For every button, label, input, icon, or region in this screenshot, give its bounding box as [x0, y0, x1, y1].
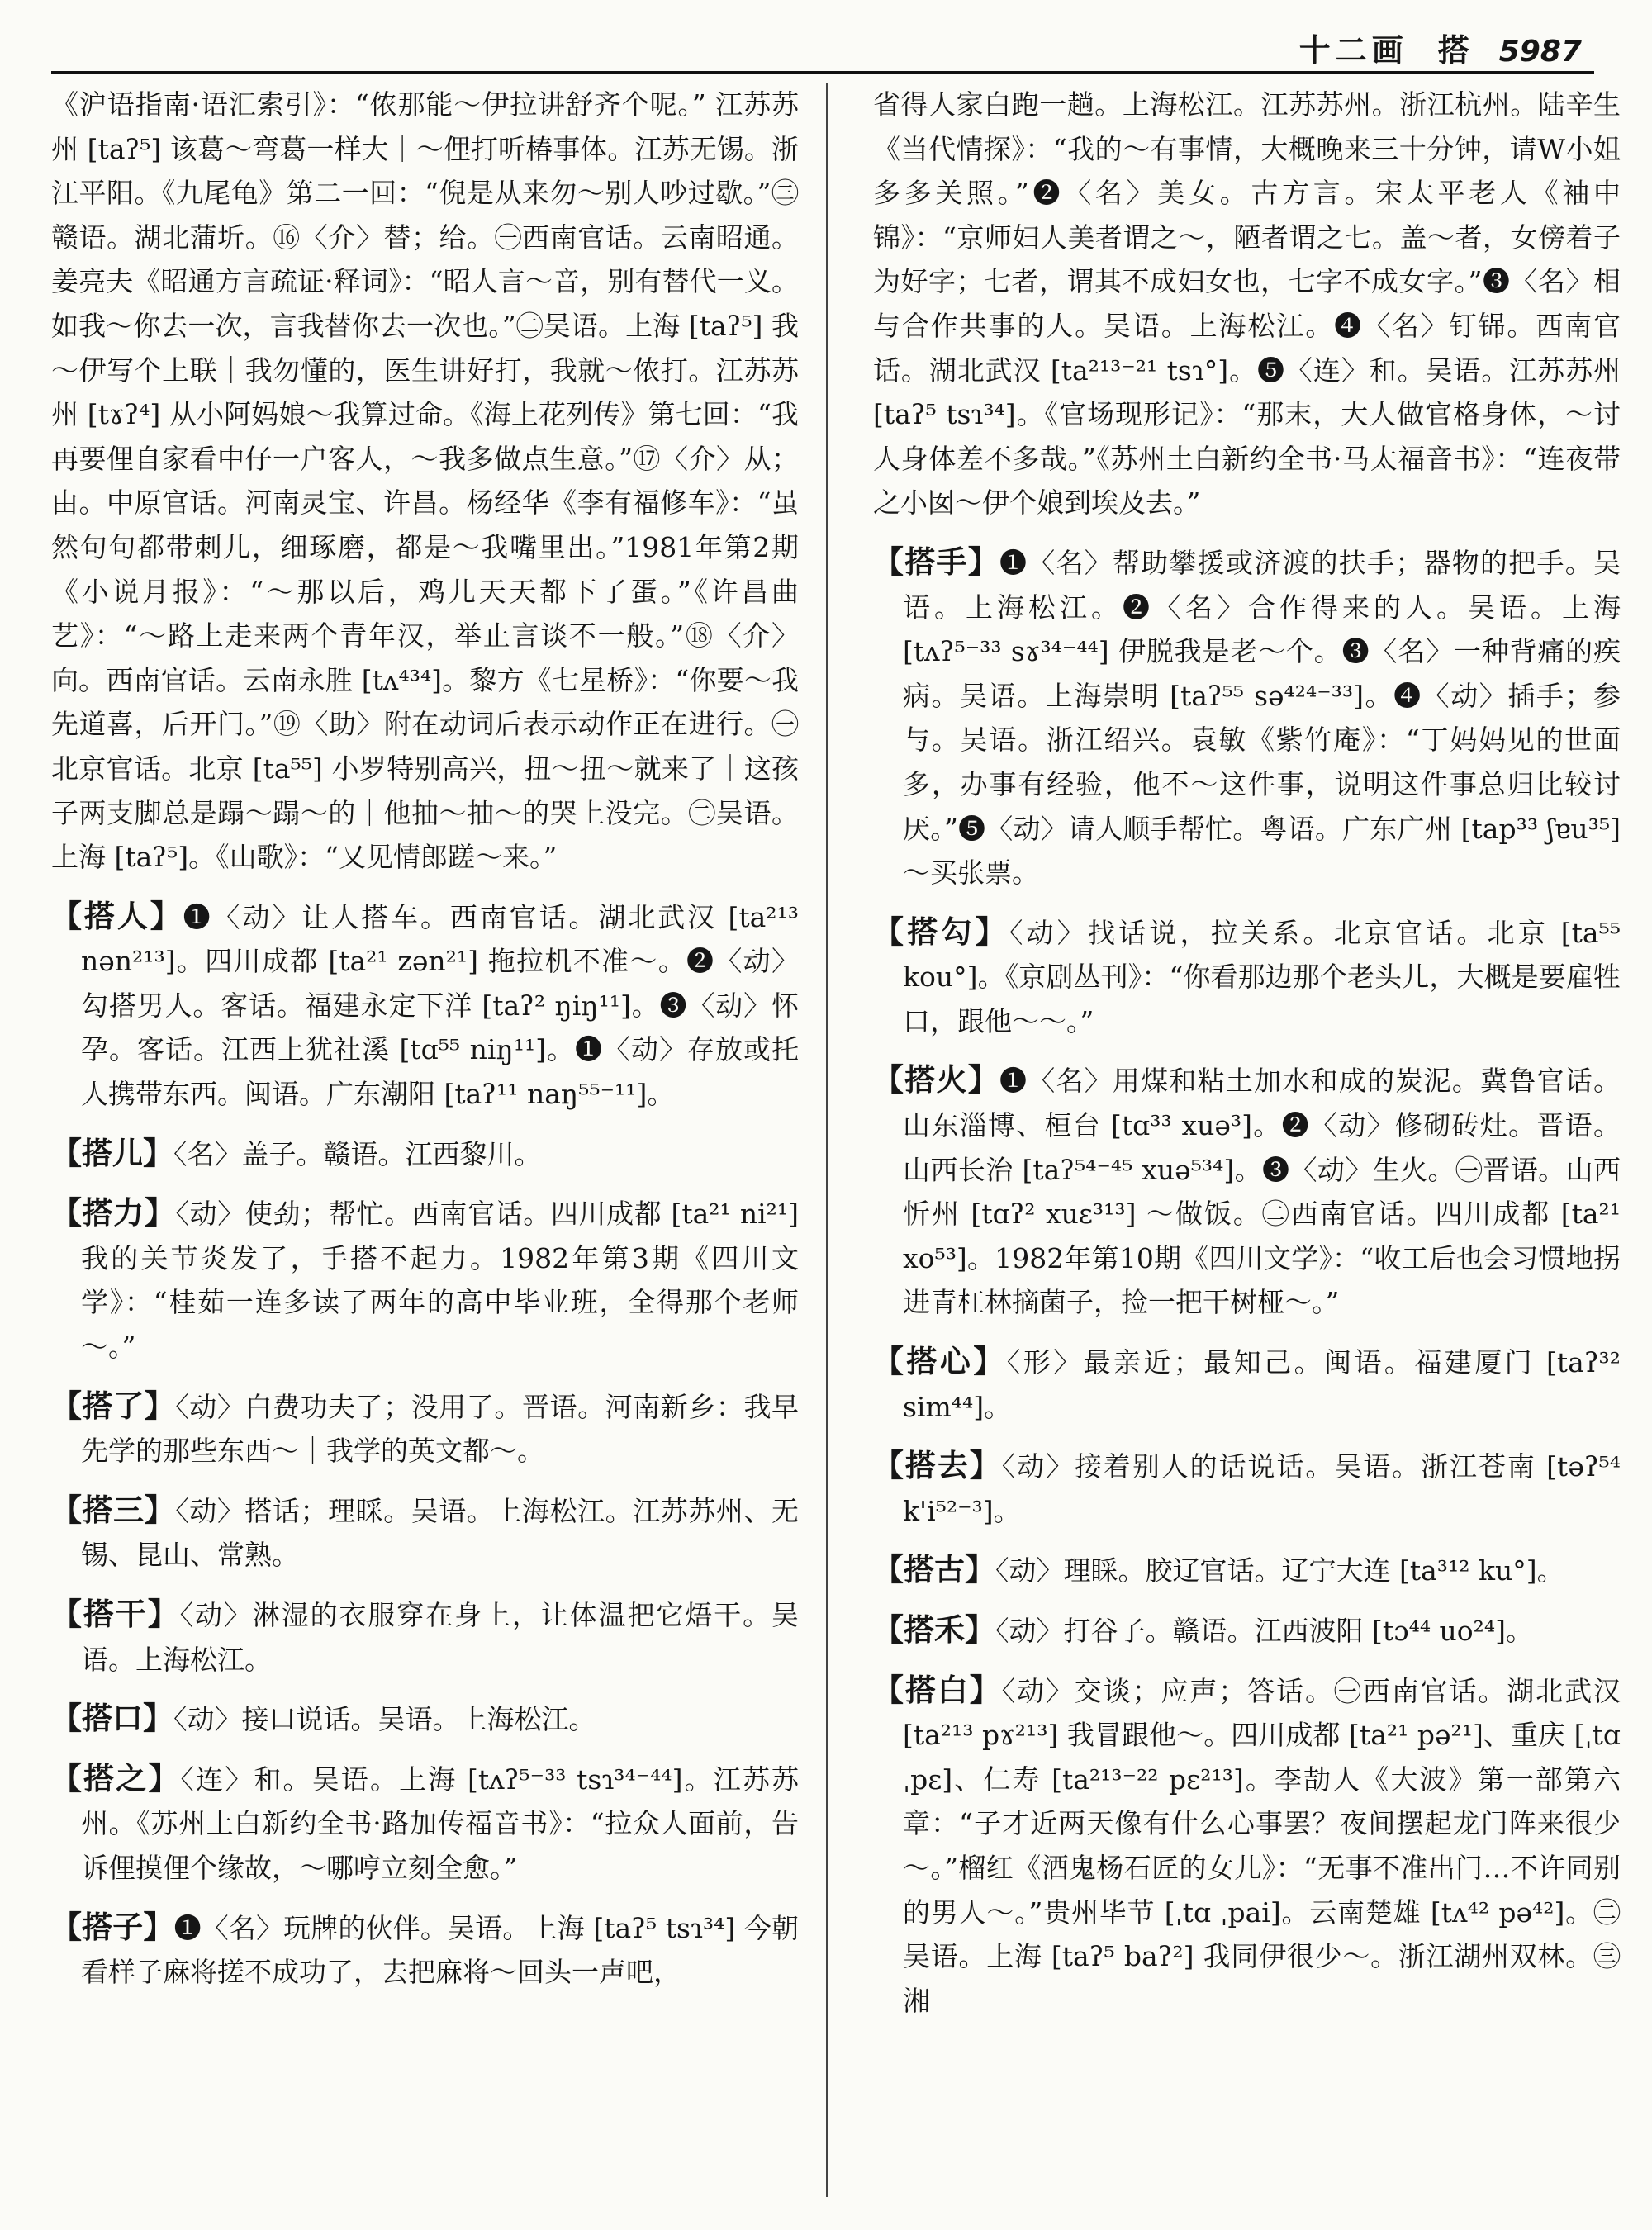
entry-headword: 【搭白】	[873, 1672, 1002, 1708]
entry-definition: 〈动〉打谷子。赣语。江西波阳 [tɔ⁴⁴ uo²⁴]。	[995, 1615, 1534, 1647]
entry-headword: 【搭口】	[51, 1701, 173, 1737]
dictionary-entry	[51, 1592, 799, 1682]
header-rule	[51, 71, 1594, 74]
entry-definition: 〈动〉找话说，拉关系。北京官话。北京 [ta⁵⁵ kou°]。《京剧丛刊》：“你看那边那个老头儿，大概是要雇牲口，跟他～～。”	[903, 916, 1621, 1037]
dictionary-entry	[51, 894, 799, 1117]
dictionary-entry	[51, 1696, 799, 1742]
entry-definition: 〈动〉淋湿的衣服穿在身上，让体温把它焐干。吴语。上海松江。	[81, 1599, 800, 1676]
entry-headword: 【搭子】	[51, 1909, 174, 1945]
entry-headword: 【搭去】	[873, 1448, 1002, 1484]
dictionary-entry	[51, 1905, 799, 1995]
dictionary-entry	[51, 1384, 799, 1473]
continued-text: 省得人家白跑一趟。上海松江。江苏苏州。浙江杭州。陆辛生《当代情探》：“我的～有事情，大概晚来三十分钟，请W小姐多多关照。”❷〈名〉美女。古方言。宋太平老人《袖中锦》：“京师妇人美者谓之～，陋者谓之七。盖～者，女傍着子为好字；七者，谓其不成妇女也，七字不成女字。”❸〈名〉相与合作共事的人。吴语。上海松江。❹〈名〉钉铞。西南官话。湖北武汉 [ta²¹³⁻²¹ tsɿ°]。❺〈连〉和。吴语。江苏苏州 [taʔ⁵ tsɿ³⁴]。《官场现形记》：“那末，大人做官格身体，～讨人身体差不多哉。”《苏州土白新约全书·马太福音书》：“连夜带之小囡～伊个娘到埃及去。”	[873, 88, 1621, 520]
entry-definition: 〈动〉白费功夫了；没用了。晋语。河南新乡：我早先学的那些东西～｜我学的英文都～。	[81, 1390, 800, 1468]
right-column	[873, 83, 1621, 2023]
entry-headword: 【搭古】	[873, 1552, 995, 1588]
dictionary-entry	[873, 1548, 1621, 1593]
column-divider	[826, 83, 828, 2197]
dictionary-entry	[51, 1488, 799, 1578]
entry-headword: 【搭儿】	[51, 1135, 173, 1171]
entry-definition: 〈连〉和。吴语。上海 [tʌʔ⁵⁻³³ tsɿ³⁴⁻⁴⁴]。江苏苏州。《苏州土白新约全书·路加传福音书》：“拉众人面前，告诉俚摸俚个缘故，～哪哼立刻全愈。”	[81, 1763, 800, 1884]
running-header	[1299, 25, 1582, 70]
dictionary-entry	[873, 1444, 1621, 1533]
header-character: 搭	[1437, 31, 1469, 69]
entry-headword: 【搭勾】	[873, 913, 1009, 950]
entry-headword: 【搭之】	[51, 1760, 181, 1796]
entry-headword: 【搭禾】	[873, 1612, 995, 1648]
continued-text: 《沪语指南·语汇索引》：“侬那能～伊拉讲舒齐个呢。” 江苏苏州 [taʔ⁵] 该葛～弯葛一样大｜～俚打听椿事体。江苏无锡。浙江平阳。《九尾龟》第二一回：“倪是从来勿～别人吵过歇。”㊂赣语。湖北蒲圻。⑯〈介〉替；给。㊀西南官话。云南昭通。姜亮夫《昭通方言疏证·释词》：“昭人言～音，别有替代一义。如我～你去一次，言我替你去一次也。”㊁吴语。上海 [taʔ⁵] 我～伊写个上联｜我勿懂的，医生讲好打，我就～侬打。江苏苏州 [tɤʔ⁴] 从小阿妈娘～我算过命。《海上花列传》第七回：“我再要俚自家看中仔一户客人，～我多做点生意。”⑰〈介〉从；由。中原官话。河南灵宝、许昌。杨经华《李有福修车》：“虽然句句都带刺儿，细琢磨，都是～我嘴里出。”1981年第2期《小说月报》：“～那以后，鸡儿天天都下了蛋。”《许昌曲艺》：“～路上走来两个青年汉，举止言谈不一般。”⑱〈介〉向。西南官话。云南永胜 [tʌ⁴³⁴]。黎方《七星桥》：“你要～我先道喜，后开门。”⑲〈助〉附在动词后表示动作正在进行。㊀北京官话。北京 [ta⁵⁵] 小罗特别高兴，扭～扭～就来了｜这孩子两支脚总是蹋～蹋～的｜他抽～抽～的哭上没完。㊁吴语。上海 [taʔ⁵]。《山歌》：“又见情郎蹉～来。”	[51, 88, 799, 874]
entry-definition: ❶〈名〉玩牌的伙伴。吴语。上海 [taʔ⁵ tsɿ³⁴] 今朝看样子麻将搓不成功了，去把麻将～回头一声吧，	[81, 1911, 800, 1989]
entry-definition: 〈形〉最亲近；最知己。闽语。福建厦门 [taʔ³² sim⁴⁴]。	[903, 1346, 1621, 1423]
dictionary-entry	[873, 1340, 1621, 1429]
entry-definition: ❶〈名〉用煤和粘土加水和成的炭泥。冀鲁官话。山东淄博、桓台 [tɑ³³ xuə³]。❷〈动〉修砌砖灶。晋语。山西长治 [taʔ⁵⁴⁻⁴⁵ xuə⁵³⁴]。❸〈动〉生火。㊀晋语。山西忻州 [tɑʔ² xuɛ³¹³] ～做饭。㊁西南官话。四川成都 [ta²¹ xo⁵³]。1982年第10期《四川文学》：“收工后也会习惯地拐进青杠林摘菌子，捡一把干树桠～。”	[903, 1065, 1621, 1319]
entry-definition: 〈动〉接口说话。吴语。上海松江。	[173, 1703, 596, 1736]
dictionary-entry	[51, 1757, 799, 1891]
entry-definition: 〈动〉接着别人的话说话。吴语。浙江苍南 [təʔ⁵⁴ k'i⁵²⁻³]。	[903, 1450, 1621, 1527]
entry-headword: 【搭力】	[51, 1195, 176, 1231]
entry-headword: 【搭火】	[873, 1062, 999, 1098]
entry-definition: 〈动〉使劲；帮忙。西南官话。四川成都 [ta²¹ ni²¹] 我的关节炎发了，手搭不起力。1982年第3期《四川文学》：“桂茹一连多读了两年的高中毕业班，全得那个老师～。”	[81, 1198, 800, 1364]
dictionary-entry	[51, 1191, 799, 1369]
entry-definition: ❶〈名〉帮助攀援或济渡的扶手；器物的把手。吴语。上海松江。❷〈名〉合作得来的人。吴语。上海 [tʌʔ⁵⁻³³ sɤ³⁴⁻⁴⁴] 伊脱我是老～个。❸〈名〉一种背痛的疾病。吴语。上海崇明 [taʔ⁵⁵ sə⁴²⁴⁻³³]。❹〈动〉插手；参与。吴语。浙江绍兴。袁敏《紫竹庵》：“丁妈妈见的世面多，办事有经验，他不～这件事，说明这件事总归比较讨厌。”❺〈动〉请人顺手帮忙。粤语。广东广州 [tap³³ ʃɐu³⁵] ～买张票。	[903, 546, 1621, 890]
entry-headword: 【搭了】	[51, 1388, 176, 1424]
entry-definition: 〈名〉盖子。赣语。江西黎川。	[173, 1137, 542, 1170]
page-number: 5987	[1498, 35, 1582, 69]
entry-headword: 【搭人】	[51, 898, 183, 934]
entry-headword: 【搭手】	[873, 543, 999, 580]
section-label: 十二画	[1298, 31, 1408, 69]
dictionary-entry	[873, 910, 1621, 1044]
entry-definition: 〈动〉搭话；理睬。吴语。上海松江。江苏苏州、无锡、昆山、常熟。	[81, 1494, 800, 1572]
dictionary-entry	[873, 540, 1621, 895]
dictionary-entry	[873, 1608, 1621, 1654]
left-column	[51, 83, 799, 1995]
entry-definition: 〈动〉交谈；应声；答话。㊀西南官话。湖北武汉 [ta²¹³ pɤ²¹³] 我冒跟他～。四川成都 [ta²¹ pə²¹]、重庆 [ˌtɑ ˌpɛ]、仁寿 [ta²¹³⁻²² pɛ²¹³]。李劼人《大波》第一部第六章：“子才近两天像有什么心事罢？夜间摆起龙门阵来很少～。”榴红《酒鬼杨石匠的女儿》：“无事不准出门…不许同别的男人～。”贵州毕节 [ˌtɑ ˌpai]。云南楚雄 [tʌ⁴² pə⁴²]。㊁吴语。上海 [taʔ⁵ baʔ²] 我同伊很少～。浙江湖州双林。㊂湘	[903, 1674, 1621, 2017]
dictionary-entry	[51, 1132, 799, 1177]
dictionary-entry	[873, 1058, 1621, 1325]
entry-headword: 【搭三】	[51, 1492, 176, 1528]
entry-definition: 〈动〉理睬。胶辽官话。辽宁大连 [ta³¹² ku°]。	[995, 1554, 1564, 1587]
entry-headword: 【搭干】	[51, 1597, 180, 1632]
dictionary-entry	[873, 1668, 1621, 2024]
entry-headword: 【搭心】	[873, 1344, 1007, 1380]
entry-definition: ❶〈动〉让人搭车。西南官话。湖北武汉 [ta²¹³ nən²¹³]。四川成都 [ta²¹ zən²¹] 拖拉机不准～。❷〈动〉勾搭男人。客话。福建永定下洋 [taʔ² ŋiŋ¹¹]。❸〈动〉怀孕。客话。江西上犹社溪 [tɑ⁵⁵ niŋ¹¹]。❶〈动〉存放或托人携带东西。闽语。广东潮阳 [taʔ¹¹ naŋ⁵⁵⁻¹¹]。	[81, 900, 799, 1111]
